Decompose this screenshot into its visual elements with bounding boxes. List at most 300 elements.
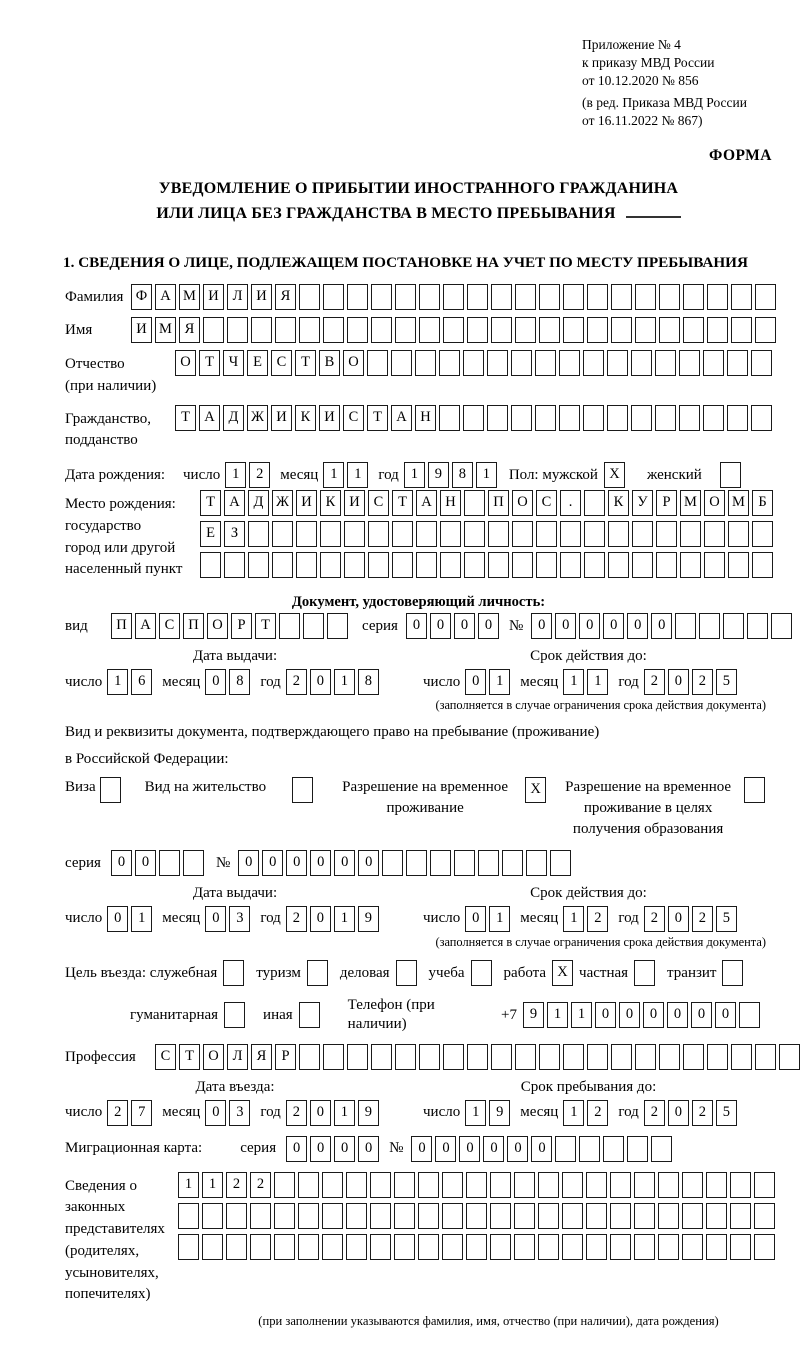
char-cell[interactable] bbox=[560, 552, 581, 578]
char-cell[interactable] bbox=[727, 350, 748, 376]
char-cell[interactable] bbox=[747, 613, 768, 639]
char-cell[interactable]: 2 bbox=[250, 1172, 271, 1198]
char-cell[interactable] bbox=[515, 317, 536, 343]
char-cell[interactable]: 0 bbox=[135, 850, 156, 876]
char-cell[interactable] bbox=[296, 552, 317, 578]
char-cell[interactable]: Л bbox=[227, 1044, 248, 1070]
char-cell[interactable] bbox=[439, 350, 460, 376]
char-cell[interactable] bbox=[563, 284, 584, 310]
char-cell[interactable]: 0 bbox=[430, 613, 451, 639]
char-cell[interactable] bbox=[611, 317, 632, 343]
char-cell[interactable] bbox=[395, 317, 416, 343]
char-cell[interactable]: 0 bbox=[465, 906, 486, 932]
char-cell[interactable] bbox=[562, 1203, 583, 1229]
char-cell[interactable] bbox=[463, 405, 484, 431]
char-cell[interactable]: 0 bbox=[668, 1100, 689, 1126]
char-cell[interactable]: И bbox=[251, 284, 272, 310]
char-cell[interactable] bbox=[298, 1203, 319, 1229]
char-cell[interactable]: 1 bbox=[476, 462, 497, 488]
char-cell[interactable]: 2 bbox=[692, 906, 713, 932]
char-cell[interactable]: X bbox=[525, 777, 546, 803]
char-cell[interactable]: 0 bbox=[358, 850, 379, 876]
char-cell[interactable] bbox=[307, 960, 328, 986]
char-cell[interactable]: К bbox=[608, 490, 629, 516]
char-cell[interactable]: М bbox=[680, 490, 701, 516]
char-cell[interactable] bbox=[416, 521, 437, 547]
char-cell[interactable] bbox=[583, 405, 604, 431]
char-cell[interactable]: О bbox=[207, 613, 228, 639]
char-cell[interactable] bbox=[463, 350, 484, 376]
char-cell[interactable]: 0 bbox=[668, 906, 689, 932]
char-cell[interactable] bbox=[371, 317, 392, 343]
char-cell[interactable]: Т bbox=[179, 1044, 200, 1070]
char-cell[interactable] bbox=[370, 1234, 391, 1260]
char-cell[interactable]: Д bbox=[248, 490, 269, 516]
char-cell[interactable] bbox=[442, 1172, 463, 1198]
char-cell[interactable] bbox=[659, 317, 680, 343]
char-cell[interactable]: 0 bbox=[205, 1100, 226, 1126]
char-cell[interactable]: 1 bbox=[225, 462, 246, 488]
char-cell[interactable]: 0 bbox=[691, 1002, 712, 1028]
char-cell[interactable] bbox=[587, 317, 608, 343]
char-cell[interactable] bbox=[346, 1203, 367, 1229]
char-cell[interactable] bbox=[704, 552, 725, 578]
char-cell[interactable] bbox=[443, 1044, 464, 1070]
char-cell[interactable]: Л bbox=[227, 284, 248, 310]
char-cell[interactable]: 9 bbox=[358, 906, 379, 932]
char-cell[interactable]: 2 bbox=[286, 1100, 307, 1126]
char-cell[interactable] bbox=[224, 1002, 245, 1028]
char-cell[interactable] bbox=[275, 317, 296, 343]
char-cell[interactable]: А bbox=[155, 284, 176, 310]
char-cell[interactable]: З bbox=[224, 521, 245, 547]
char-cell[interactable] bbox=[490, 1172, 511, 1198]
char-cell[interactable] bbox=[727, 405, 748, 431]
char-cell[interactable] bbox=[415, 350, 436, 376]
char-cell[interactable]: 2 bbox=[226, 1172, 247, 1198]
char-cell[interactable]: 5 bbox=[716, 906, 737, 932]
char-cell[interactable] bbox=[682, 1234, 703, 1260]
char-cell[interactable]: 0 bbox=[411, 1136, 432, 1162]
char-cell[interactable] bbox=[512, 552, 533, 578]
char-cell[interactable] bbox=[655, 350, 676, 376]
char-cell[interactable] bbox=[562, 1234, 583, 1260]
char-cell[interactable]: 2 bbox=[107, 1100, 128, 1126]
char-cell[interactable]: 0 bbox=[406, 613, 427, 639]
char-cell[interactable] bbox=[539, 284, 560, 310]
char-cell[interactable] bbox=[587, 284, 608, 310]
char-cell[interactable] bbox=[754, 1203, 775, 1229]
char-cell[interactable]: Д bbox=[223, 405, 244, 431]
char-cell[interactable] bbox=[396, 960, 417, 986]
char-cell[interactable] bbox=[322, 1234, 343, 1260]
char-cell[interactable] bbox=[418, 1234, 439, 1260]
char-cell[interactable]: 1 bbox=[465, 1100, 486, 1126]
char-cell[interactable] bbox=[703, 405, 724, 431]
char-cell[interactable] bbox=[514, 1172, 535, 1198]
char-cell[interactable] bbox=[603, 1136, 624, 1162]
char-cell[interactable] bbox=[515, 1044, 536, 1070]
char-cell[interactable] bbox=[248, 552, 269, 578]
char-cell[interactable]: Т bbox=[367, 405, 388, 431]
char-cell[interactable] bbox=[536, 552, 557, 578]
char-cell[interactable] bbox=[394, 1203, 415, 1229]
char-cell[interactable]: 2 bbox=[692, 1100, 713, 1126]
char-cell[interactable]: 9 bbox=[489, 1100, 510, 1126]
char-cell[interactable] bbox=[346, 1234, 367, 1260]
char-cell[interactable] bbox=[559, 405, 580, 431]
char-cell[interactable]: С bbox=[343, 405, 364, 431]
char-cell[interactable]: 0 bbox=[454, 613, 475, 639]
char-cell[interactable]: 0 bbox=[627, 613, 648, 639]
char-cell[interactable] bbox=[490, 1234, 511, 1260]
char-cell[interactable] bbox=[563, 317, 584, 343]
char-cell[interactable] bbox=[755, 317, 776, 343]
char-cell[interactable]: А bbox=[391, 405, 412, 431]
char-cell[interactable] bbox=[395, 284, 416, 310]
char-cell[interactable]: 1 bbox=[323, 462, 344, 488]
char-cell[interactable]: 2 bbox=[249, 462, 270, 488]
char-cell[interactable] bbox=[322, 1172, 343, 1198]
char-cell[interactable]: 2 bbox=[286, 669, 307, 695]
char-cell[interactable]: 0 bbox=[531, 613, 552, 639]
char-cell[interactable] bbox=[754, 1234, 775, 1260]
char-cell[interactable]: 0 bbox=[310, 850, 331, 876]
char-cell[interactable] bbox=[371, 1044, 392, 1070]
char-cell[interactable] bbox=[487, 350, 508, 376]
char-cell[interactable] bbox=[680, 521, 701, 547]
char-cell[interactable]: Я bbox=[179, 317, 200, 343]
char-cell[interactable] bbox=[323, 1044, 344, 1070]
char-cell[interactable] bbox=[395, 1044, 416, 1070]
char-cell[interactable]: 1 bbox=[489, 906, 510, 932]
char-cell[interactable] bbox=[515, 284, 536, 310]
char-cell[interactable]: 0 bbox=[286, 850, 307, 876]
char-cell[interactable] bbox=[535, 405, 556, 431]
char-cell[interactable] bbox=[490, 1203, 511, 1229]
char-cell[interactable] bbox=[367, 350, 388, 376]
char-cell[interactable] bbox=[251, 317, 272, 343]
char-cell[interactable] bbox=[728, 552, 749, 578]
char-cell[interactable]: С bbox=[368, 490, 389, 516]
char-cell[interactable] bbox=[539, 317, 560, 343]
char-cell[interactable] bbox=[631, 350, 652, 376]
char-cell[interactable]: Н bbox=[415, 405, 436, 431]
char-cell[interactable] bbox=[579, 1136, 600, 1162]
char-cell[interactable] bbox=[723, 613, 744, 639]
char-cell[interactable]: И bbox=[296, 490, 317, 516]
char-cell[interactable]: К bbox=[295, 405, 316, 431]
char-cell[interactable]: 0 bbox=[286, 1136, 307, 1162]
char-cell[interactable]: П bbox=[488, 490, 509, 516]
char-cell[interactable] bbox=[371, 284, 392, 310]
char-cell[interactable] bbox=[464, 490, 485, 516]
char-cell[interactable] bbox=[298, 1172, 319, 1198]
char-cell[interactable] bbox=[634, 960, 655, 986]
char-cell[interactable] bbox=[511, 405, 532, 431]
char-cell[interactable] bbox=[651, 1136, 672, 1162]
char-cell[interactable] bbox=[467, 284, 488, 310]
char-cell[interactable]: А bbox=[224, 490, 245, 516]
char-cell[interactable] bbox=[467, 1044, 488, 1070]
char-cell[interactable]: 7 bbox=[131, 1100, 152, 1126]
char-cell[interactable] bbox=[584, 490, 605, 516]
char-cell[interactable]: 1 bbox=[334, 669, 355, 695]
char-cell[interactable] bbox=[394, 1172, 415, 1198]
char-cell[interactable] bbox=[659, 284, 680, 310]
char-cell[interactable]: 3 bbox=[229, 906, 250, 932]
char-cell[interactable]: 6 bbox=[131, 669, 152, 695]
char-cell[interactable] bbox=[563, 1044, 584, 1070]
char-cell[interactable]: 0 bbox=[459, 1136, 480, 1162]
char-cell[interactable] bbox=[323, 317, 344, 343]
char-cell[interactable] bbox=[368, 521, 389, 547]
char-cell[interactable] bbox=[755, 1044, 776, 1070]
char-cell[interactable]: 0 bbox=[238, 850, 259, 876]
char-cell[interactable] bbox=[392, 552, 413, 578]
char-cell[interactable]: . bbox=[560, 490, 581, 516]
char-cell[interactable] bbox=[683, 284, 704, 310]
char-cell[interactable]: 1 bbox=[178, 1172, 199, 1198]
char-cell[interactable]: 0 bbox=[651, 613, 672, 639]
char-cell[interactable] bbox=[699, 613, 720, 639]
char-cell[interactable] bbox=[178, 1203, 199, 1229]
char-cell[interactable] bbox=[562, 1172, 583, 1198]
char-cell[interactable]: 1 bbox=[334, 1100, 355, 1126]
char-cell[interactable] bbox=[224, 552, 245, 578]
char-cell[interactable] bbox=[292, 777, 313, 803]
char-cell[interactable]: Ф bbox=[131, 284, 152, 310]
char-cell[interactable] bbox=[439, 405, 460, 431]
char-cell[interactable] bbox=[478, 850, 499, 876]
char-cell[interactable] bbox=[511, 350, 532, 376]
char-cell[interactable]: 0 bbox=[483, 1136, 504, 1162]
char-cell[interactable] bbox=[299, 317, 320, 343]
char-cell[interactable] bbox=[272, 521, 293, 547]
char-cell[interactable]: Р bbox=[656, 490, 677, 516]
char-cell[interactable] bbox=[754, 1172, 775, 1198]
char-cell[interactable]: Ч bbox=[223, 350, 244, 376]
char-cell[interactable]: 3 bbox=[229, 1100, 250, 1126]
char-cell[interactable] bbox=[722, 960, 743, 986]
char-cell[interactable]: О bbox=[343, 350, 364, 376]
char-cell[interactable] bbox=[392, 521, 413, 547]
char-cell[interactable] bbox=[587, 1044, 608, 1070]
char-cell[interactable] bbox=[279, 613, 300, 639]
char-cell[interactable] bbox=[419, 284, 440, 310]
char-cell[interactable] bbox=[226, 1234, 247, 1260]
char-cell[interactable] bbox=[720, 462, 741, 488]
char-cell[interactable]: 0 bbox=[358, 1136, 379, 1162]
char-cell[interactable]: 0 bbox=[111, 850, 132, 876]
char-cell[interactable]: 1 bbox=[563, 906, 584, 932]
char-cell[interactable]: 0 bbox=[555, 613, 576, 639]
char-cell[interactable]: И bbox=[344, 490, 365, 516]
char-cell[interactable] bbox=[442, 1203, 463, 1229]
char-cell[interactable]: И bbox=[271, 405, 292, 431]
char-cell[interactable] bbox=[731, 1044, 752, 1070]
char-cell[interactable] bbox=[739, 1002, 760, 1028]
char-cell[interactable] bbox=[560, 521, 581, 547]
char-cell[interactable]: Б bbox=[752, 490, 773, 516]
char-cell[interactable] bbox=[418, 1203, 439, 1229]
char-cell[interactable] bbox=[635, 284, 656, 310]
char-cell[interactable] bbox=[706, 1234, 727, 1260]
char-cell[interactable] bbox=[555, 1136, 576, 1162]
char-cell[interactable] bbox=[320, 552, 341, 578]
char-cell[interactable] bbox=[675, 613, 696, 639]
char-cell[interactable] bbox=[274, 1234, 295, 1260]
char-cell[interactable]: К bbox=[320, 490, 341, 516]
char-cell[interactable]: 1 bbox=[571, 1002, 592, 1028]
char-cell[interactable] bbox=[303, 613, 324, 639]
char-cell[interactable] bbox=[440, 552, 461, 578]
char-cell[interactable]: 0 bbox=[310, 1136, 331, 1162]
char-cell[interactable] bbox=[471, 960, 492, 986]
char-cell[interactable] bbox=[347, 284, 368, 310]
char-cell[interactable] bbox=[611, 1044, 632, 1070]
char-cell[interactable] bbox=[419, 1044, 440, 1070]
char-cell[interactable] bbox=[200, 552, 221, 578]
char-cell[interactable]: 1 bbox=[404, 462, 425, 488]
char-cell[interactable]: С bbox=[155, 1044, 176, 1070]
char-cell[interactable] bbox=[178, 1234, 199, 1260]
char-cell[interactable] bbox=[370, 1203, 391, 1229]
char-cell[interactable] bbox=[656, 552, 677, 578]
char-cell[interactable] bbox=[100, 777, 121, 803]
char-cell[interactable] bbox=[752, 521, 773, 547]
char-cell[interactable] bbox=[584, 521, 605, 547]
char-cell[interactable]: А bbox=[135, 613, 156, 639]
char-cell[interactable] bbox=[659, 1044, 680, 1070]
char-cell[interactable] bbox=[347, 1044, 368, 1070]
char-cell[interactable] bbox=[635, 1044, 656, 1070]
char-cell[interactable] bbox=[658, 1203, 679, 1229]
char-cell[interactable] bbox=[419, 317, 440, 343]
char-cell[interactable]: 1 bbox=[107, 669, 128, 695]
char-cell[interactable] bbox=[779, 1044, 800, 1070]
char-cell[interactable] bbox=[344, 552, 365, 578]
char-cell[interactable]: А bbox=[416, 490, 437, 516]
char-cell[interactable] bbox=[440, 521, 461, 547]
char-cell[interactable] bbox=[610, 1203, 631, 1229]
char-cell[interactable] bbox=[250, 1203, 271, 1229]
char-cell[interactable]: 0 bbox=[579, 613, 600, 639]
char-cell[interactable] bbox=[227, 317, 248, 343]
char-cell[interactable] bbox=[418, 1172, 439, 1198]
char-cell[interactable]: 0 bbox=[595, 1002, 616, 1028]
char-cell[interactable]: Т bbox=[295, 350, 316, 376]
char-cell[interactable] bbox=[679, 350, 700, 376]
char-cell[interactable] bbox=[202, 1203, 223, 1229]
char-cell[interactable]: Я bbox=[251, 1044, 272, 1070]
char-cell[interactable]: 1 bbox=[131, 906, 152, 932]
char-cell[interactable] bbox=[443, 284, 464, 310]
char-cell[interactable]: 0 bbox=[435, 1136, 456, 1162]
char-cell[interactable] bbox=[680, 552, 701, 578]
char-cell[interactable] bbox=[454, 850, 475, 876]
char-cell[interactable]: Т bbox=[200, 490, 221, 516]
char-cell[interactable] bbox=[707, 284, 728, 310]
char-cell[interactable]: И bbox=[203, 284, 224, 310]
char-cell[interactable] bbox=[586, 1203, 607, 1229]
char-cell[interactable]: Е bbox=[247, 350, 268, 376]
char-cell[interactable] bbox=[703, 350, 724, 376]
char-cell[interactable]: Ж bbox=[247, 405, 268, 431]
char-cell[interactable] bbox=[655, 405, 676, 431]
char-cell[interactable]: 2 bbox=[692, 669, 713, 695]
char-cell[interactable]: 2 bbox=[587, 1100, 608, 1126]
char-cell[interactable] bbox=[512, 521, 533, 547]
char-cell[interactable] bbox=[584, 552, 605, 578]
char-cell[interactable] bbox=[538, 1172, 559, 1198]
char-cell[interactable] bbox=[464, 552, 485, 578]
char-cell[interactable]: 1 bbox=[563, 1100, 584, 1126]
char-cell[interactable] bbox=[202, 1234, 223, 1260]
char-cell[interactable] bbox=[751, 405, 772, 431]
char-cell[interactable] bbox=[443, 317, 464, 343]
char-cell[interactable]: 1 bbox=[587, 669, 608, 695]
char-cell[interactable]: Т bbox=[255, 613, 276, 639]
char-cell[interactable] bbox=[707, 1044, 728, 1070]
char-cell[interactable] bbox=[394, 1234, 415, 1260]
char-cell[interactable] bbox=[632, 552, 653, 578]
char-cell[interactable] bbox=[682, 1203, 703, 1229]
char-cell[interactable]: 0 bbox=[310, 669, 331, 695]
char-cell[interactable] bbox=[299, 1002, 320, 1028]
char-cell[interactable]: С bbox=[536, 490, 557, 516]
char-cell[interactable] bbox=[274, 1172, 295, 1198]
char-cell[interactable] bbox=[370, 1172, 391, 1198]
char-cell[interactable]: Ж bbox=[272, 490, 293, 516]
char-cell[interactable]: 5 bbox=[716, 669, 737, 695]
char-cell[interactable]: 5 bbox=[716, 1100, 737, 1126]
char-cell[interactable] bbox=[430, 850, 451, 876]
char-cell[interactable] bbox=[683, 317, 704, 343]
char-cell[interactable]: 0 bbox=[603, 613, 624, 639]
char-cell[interactable] bbox=[320, 521, 341, 547]
char-cell[interactable] bbox=[538, 1234, 559, 1260]
char-cell[interactable] bbox=[296, 521, 317, 547]
char-cell[interactable] bbox=[586, 1234, 607, 1260]
char-cell[interactable]: Т bbox=[175, 405, 196, 431]
char-cell[interactable] bbox=[586, 1172, 607, 1198]
char-cell[interactable]: Р bbox=[231, 613, 252, 639]
char-cell[interactable] bbox=[223, 960, 244, 986]
char-cell[interactable]: И bbox=[131, 317, 152, 343]
char-cell[interactable]: О bbox=[704, 490, 725, 516]
char-cell[interactable] bbox=[368, 552, 389, 578]
char-cell[interactable] bbox=[467, 317, 488, 343]
char-cell[interactable] bbox=[466, 1234, 487, 1260]
char-cell[interactable] bbox=[610, 1234, 631, 1260]
char-cell[interactable] bbox=[634, 1203, 655, 1229]
char-cell[interactable]: 0 bbox=[667, 1002, 688, 1028]
char-cell[interactable] bbox=[183, 850, 204, 876]
char-cell[interactable] bbox=[274, 1203, 295, 1229]
char-cell[interactable] bbox=[159, 850, 180, 876]
char-cell[interactable] bbox=[526, 850, 547, 876]
char-cell[interactable]: Р bbox=[275, 1044, 296, 1070]
char-cell[interactable]: 0 bbox=[205, 669, 226, 695]
char-cell[interactable]: 9 bbox=[428, 462, 449, 488]
char-cell[interactable]: 0 bbox=[334, 850, 355, 876]
char-cell[interactable] bbox=[752, 552, 773, 578]
char-cell[interactable] bbox=[679, 405, 700, 431]
char-cell[interactable] bbox=[226, 1203, 247, 1229]
char-cell[interactable]: М bbox=[179, 284, 200, 310]
char-cell[interactable] bbox=[683, 1044, 704, 1070]
